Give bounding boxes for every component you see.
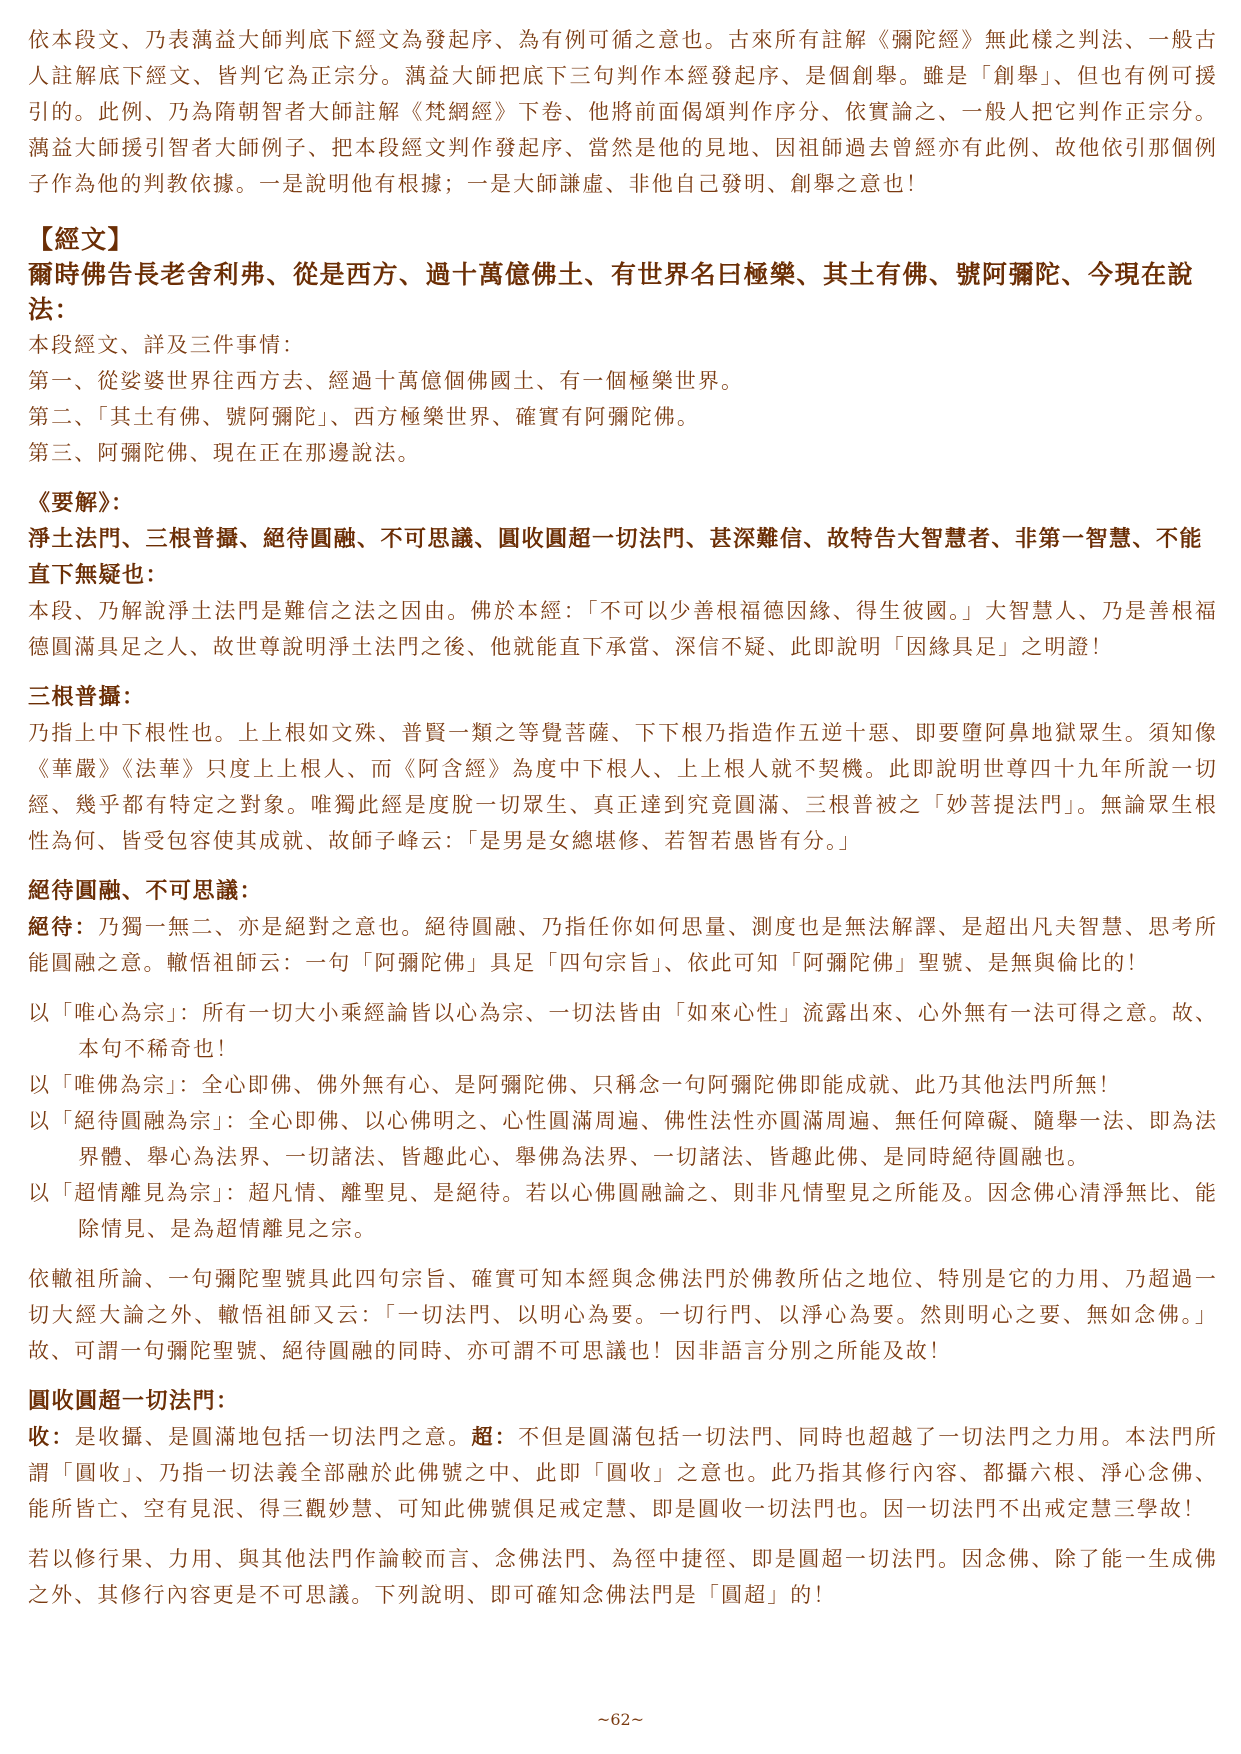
juedai-label: 絕待圓融、不可思議： <box>28 878 264 904</box>
zong-item-2: 以「絕待圓融為宗」：全心即佛、以心佛明之、心性圓滿周遍、佛性法性亦圓滿周遍、無任何障礙、隨舉一法、即為法界體、舉心為法界、一切諸法、皆趣此心、舉佛為法界、一切諸法、皆趣此佛、是同時絕待圓融也。 <box>28 1109 1218 1169</box>
chao-text: 不但是圓滿包括一切法門、同時也超越了一切法門之力用。本法門所謂「圓收」、乃指一切法義全部融於此佛號之中、此即「圓收」之意也。此乃指其修行內容、都攝六根、淨心念佛、能所皆亡、空有見泯、得三觀妙慧、可知此佛號俱足戒定慧、即是圓收一切法門也。因一切法門不出戒定慧三學故！ <box>28 1425 1219 1521</box>
juedai-paragraph <box>28 909 1218 981</box>
yuanshou-label: 圓收圓超一切法門： <box>28 1388 240 1414</box>
sangen-text: 乃指上中下根性也。上上根如文殊、普賢一類之等覺菩薩、下下根乃指造作五逆十惡、即要墮阿鼻地獄眾生。須知像《華嚴》《法華》只度上上根人、而《阿含經》為度中下根人、上上根人就不契機。此即說明世尊四十九年所說一切經、幾乎都有特定之對象。唯獨此經是度脫一切眾生、真正達到究竟圓滿、三根普被之「妙菩提法門」。無論眾生根性為何、皆受包容使其成就、故師子峰云：「是男是女總堪修、若智若愚皆有分。」 <box>28 721 1218 853</box>
yaojie-label: 《要解》： <box>28 490 135 516</box>
intro-paragraph: 依本段文、乃表蕅益大師判底下經文為發起序、為有例可循之意也。古來所有註解《彌陀經》無此樣之判法、一般古人註解底下經文、皆判它為正宗分。蕅益大師把底下三句判作本經發起序、是個創舉。雖是「創舉」、但也有例可援引的。此例、乃為隋朝智者大師註解《梵網經》下卷、他將前面偈頌判作序分、依實論之、一般人把它判作正宗分。蕅益大師援引智者大師例子、把本段經文判作發起序、當然是他的見地、因祖師過去曾經亦有此例、故他依引那個例子作為他的判教依據。一是說明他有根據；一是大師謙虛、非他自己發明、創舉之意也！ <box>28 28 1218 196</box>
sutra-point-0: 本段經文、詳及三件事情： <box>28 333 306 357</box>
document-page <box>28 22 1218 1613</box>
sutra-text: 爾時佛告長老舍利弗、從是西方、過十萬億佛土、有世界名曰極樂、其土有佛、號阿彌陀、今現在說法： <box>28 260 1195 324</box>
sutra-point-2: 第二、「其土有佛、號阿彌陀」、西方極樂世界、確實有阿彌陀佛。 <box>28 405 700 429</box>
sutra-label: 【經文】 <box>28 225 135 254</box>
last-paragraph: 若以修行果、力用、與其他法門作論較而言、念佛法門、為徑中捷徑、即是圓超一切法門。因念佛、除了能一生成佛之外、其修行內容更是不可思議。下列說明、即可確知念佛法門是「圓超」的！ <box>28 1547 1218 1607</box>
juedai-term: 絕待： <box>28 914 99 939</box>
yaojie-text: 淨土法門、三根普攝、絕待圓融、不可思議、圓收圓超一切法門、甚深難信、故特告大智慧者、非第一智慧、不能直下無疑也： <box>28 526 1204 588</box>
shou-text: 是收攝、是圓滿地包括一切法門之意。 <box>74 1425 472 1449</box>
yuanshou-paragraph <box>28 1419 1218 1527</box>
zong-item-3: 以「超情離見為宗」：超凡情、離聖見、是絕待。若以心佛圓融論之、則非凡情聖見之所能及。因念佛心清淨無比、能除情見、是為超情離見之宗。 <box>28 1181 1218 1241</box>
shou-term: 收： <box>28 1424 75 1449</box>
yaojie-explain: 本段、乃解說淨土法門是難信之法之因由。佛於本經：「不可以少善根福德因緣、得生彼國。」大智慧人、乃是善根福德圓滿具足之人、故世尊說明淨土法門之後、他就能直下承當、深信不疑、此即說明「因緣具足」之明證！ <box>28 599 1218 659</box>
sutra-point-3: 第三、阿彌陀佛、現在正在那邊說法。 <box>28 441 421 465</box>
chao-term: 超： <box>471 1424 519 1449</box>
juedai-text: 乃獨一無二、亦是絕對之意也。絕待圓融、乃指任你如何思量、測度也是無法解譯、是超出凡夫智慧、思考所能圓融之意。轍悟祖師云：一句「阿彌陀佛」具足「四句宗旨」、依此可知「阿彌陀佛」聖號、是無與倫比的！ <box>28 915 1218 975</box>
page-number: ~62~ <box>596 1710 645 1729</box>
sangen-label: 三根普攝： <box>28 684 146 710</box>
conclusion-paragraph: 依轍祖所論、一句彌陀聖號具此四句宗旨、確實可知本經與念佛法門於佛教所佔之地位、特別是它的力用、乃超過一切大經大論之外、轍悟祖師又云：「一切法門、以明心為要。一切行門、以淨心為要。然則明心之要、無如念佛。」故、可謂一句彌陀聖號、絕待圓融的同時、亦可謂不可思議也！因非語言分別之所能及故！ <box>28 1267 1218 1363</box>
zong-item-1: 以「唯佛為宗」：全心即佛、佛外無有心、是阿彌陀佛、只稱念一句阿彌陀佛即能成就、此乃其他法門所無！ <box>28 1073 1122 1097</box>
sutra-point-1: 第一、從娑婆世界往西方去、經過十萬億個佛國土、有一個極樂世界。 <box>28 369 745 393</box>
zong-item-0: 以「唯心為宗」：所有一切大小乘經論皆以心為宗、一切法皆由「如來心性」流露出來、心外無有一法可得之意。故、本句不稀奇也！ <box>28 1001 1218 1061</box>
